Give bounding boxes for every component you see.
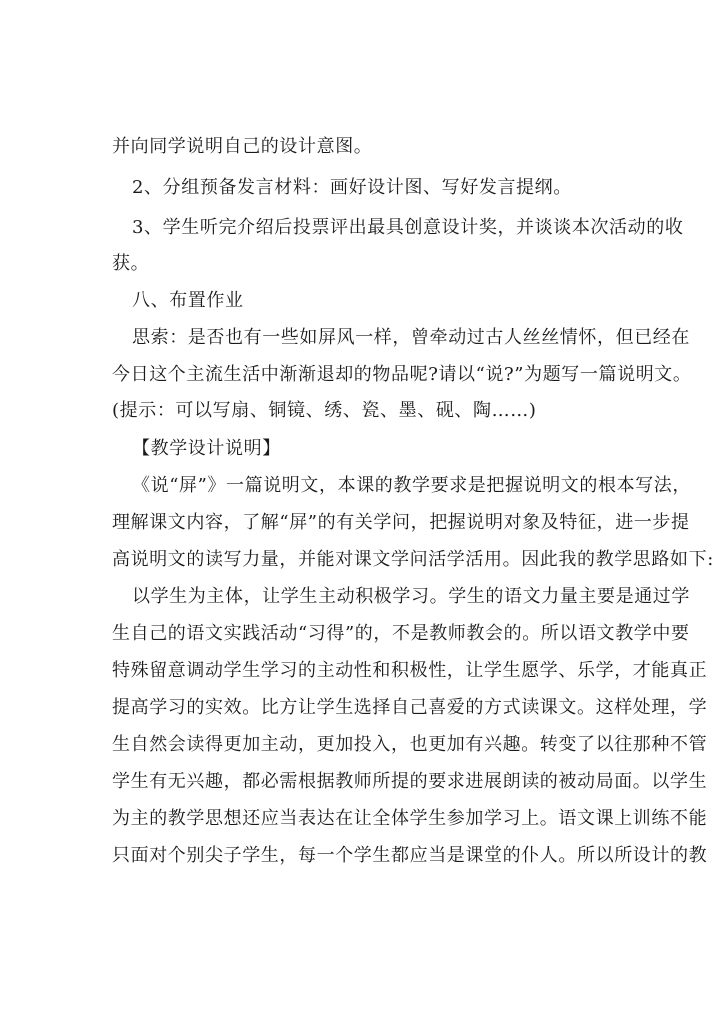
paragraph-line: 以学生为主体，让学生主动积极学习。学生的语文力量主要是通过学 xyxy=(132,586,690,607)
paragraph-line: 2、分组预备发言材料：画好设计图、写好发言提纲。 xyxy=(132,177,572,198)
paragraph-line: 《说“屏”》一篇说明文，本课的教学要求是把握说明文的根本写法， xyxy=(132,475,692,496)
paragraph-line: 理解课文内容，了解“屏”的有关学问，把握说明对象及特征，进一步提 xyxy=(112,512,690,533)
paragraph-line: 3、学生听完介绍后投票评出最具创意设计奖，并谈谈本次活动的收 xyxy=(132,217,684,238)
paragraph-line: 生自然会读得更加主动，更加投入，也更加有兴趣。转变了以往那种不管 xyxy=(112,734,708,755)
paragraph-line: 今日这个主流生活中渐渐退却的物品呢?请以“说?”为题写一篇说明文。 xyxy=(112,364,692,385)
paragraph-line: 特殊留意调动学生学习的主动性和积极性，让学生愿学、乐学，才能真正 xyxy=(112,660,708,681)
paragraph-line: (提示：可以写扇、铜镜、绣、瓷、墨、砚、陶……) xyxy=(112,400,537,421)
paragraph-line: 只面对个别尖子学生，每一个学生都应当是课堂的仆人。所以所设计的教 xyxy=(112,845,708,866)
section-heading: 八、布置作业 xyxy=(132,290,244,311)
section-heading: 【教学设计说明】 xyxy=(132,438,281,459)
paragraph-line: 并向同学说明自己的设计意图。 xyxy=(112,136,373,157)
paragraph-line: 生自己的语文实践活动“习得”的，不是教师教会的。所以语文教学中要 xyxy=(112,623,690,644)
paragraph-line: 高说明文的读写力量，并能对课文学问活学活用。因此我的教学思路如下: xyxy=(112,549,714,570)
paragraph-line: 思索：是否也有一些如屏风一样，曾牵动过古人丝丝情怀，但已经在 xyxy=(132,327,690,348)
paragraph-line: 获。 xyxy=(112,253,150,274)
paragraph-line: 为主的教学思想还应当表达在让全体学生参加学习上。语文课上训练不能 xyxy=(112,808,708,829)
paragraph-line: 提高学习的实效。比方让学生选择自己喜爱的方式读课文。这样处理，学 xyxy=(112,697,708,718)
paragraph-line: 学生有无兴趣，都必需根据教师所提的要求进展朗读的被动局面。以学生 xyxy=(112,771,708,792)
